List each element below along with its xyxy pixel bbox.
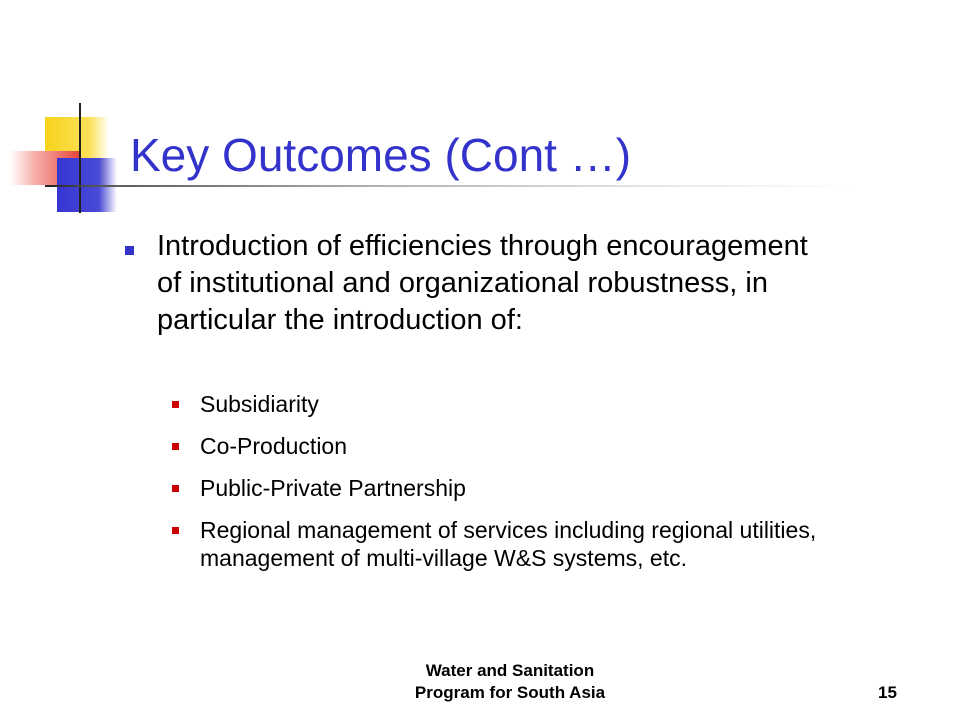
- page-number: 15: [878, 683, 897, 702]
- square-bullet-icon: [172, 527, 179, 534]
- footer-line-1: Water and Sanitation: [425, 661, 595, 680]
- sub-bullet-item: [172, 390, 852, 418]
- square-bullet-icon: [172, 443, 179, 450]
- square-bullet-icon: [125, 246, 134, 255]
- slide-title: Key Outcomes (Cont …): [130, 129, 632, 181]
- footer: [360, 660, 660, 704]
- square-bullet-icon: [172, 401, 179, 408]
- title-underline: [45, 185, 855, 187]
- main-bullet-text: Introduction of efficiencies through encouragement of institutional and organizational robustness, in particular the introduction of:: [157, 230, 808, 336]
- sub-bullet-text: Subsidiarity: [200, 391, 319, 417]
- footer-line-2: Program for South Asia: [414, 683, 606, 702]
- sub-bullet-text: Regional management of services including regional utilities, management of multi-village W&S systems, etc.: [200, 517, 817, 571]
- main-bullet: [125, 228, 825, 339]
- square-bullet-icon: [172, 485, 179, 492]
- logo-vertical-line: [79, 103, 81, 213]
- sub-bullet-item: [172, 432, 852, 460]
- sub-bullet-item: [172, 516, 852, 572]
- sub-bullet-text: Public-Private Partnership: [200, 475, 466, 501]
- sub-bullet-text: Co-Production: [200, 433, 348, 459]
- sub-bullet-list: [172, 390, 852, 586]
- sub-bullet-item: [172, 474, 852, 502]
